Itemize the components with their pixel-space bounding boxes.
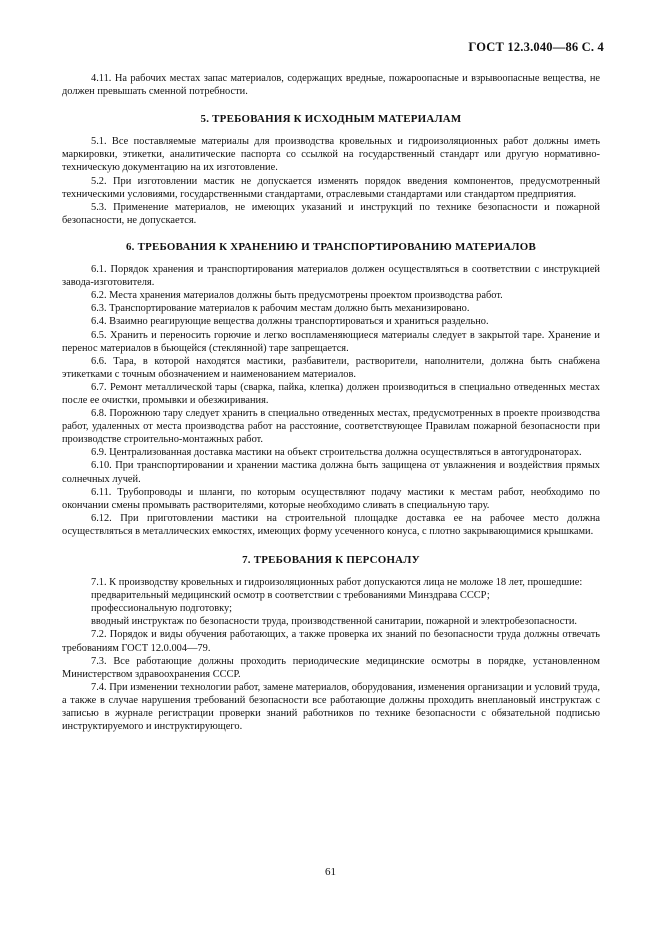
section-6-title: 6. ТРЕБОВАНИЯ К ХРАНЕНИЮ И ТРАНСПОРТИРОВАНИЮ МАТЕРИАЛОВ	[125, 240, 537, 253]
paragraph-6-7: 6.7. Ремонт металлической тары (сварка, пайка, клепка) должен производиться в специально отведенных местах после ее очистки, промывки и обезжиривания.	[62, 381, 600, 406]
paragraph-7-2: 7.2. Порядок и виды обучения работающих, а также проверка их знаний по безопасности труда должны отвечать требованиям ГОСТ 12.0.004—79.	[62, 629, 600, 654]
paragraph-4-11: 4.11. На рабочих местах запас материалов, содержащих вредные, пожароопасные и взрывоопасные вещества, не должен превышать сменной потребности.	[62, 73, 600, 98]
paragraph-5-2: 5.2. При изготовлении мастик не допускается изменять порядок введения компонентов, предусмотренный техническими условиями, государственными стандартами, отраслевыми стандартами или стандартом предприятия.	[62, 175, 600, 200]
paragraph-6-11: 6.11. Трубопроводы и шланги, по которым осуществляют подачу мастики к местам работ, необходимо по окончании смены промывать растворителями, которые необходимо сливать в специальную тару.	[62, 486, 600, 511]
paragraph-6-2: 6.2. Места хранения материалов должны быть предусмотрены проектом производства работ.	[91, 290, 503, 302]
paragraph-7-1: 7.1. К производству кровельных и гидроизоляционных работ допускаются лица не моложе 18 лет, прошедшие:	[91, 577, 583, 589]
list-item-briefing: вводный инструктаж по безопасности труда, производственной санитарии, пожарной и электробезопасности.	[91, 616, 578, 628]
page-header: ГОСТ 12.3.040—86 С. 4	[468, 40, 604, 54]
section-7-title: 7. ТРЕБОВАНИЯ К ПЕРСОНАЛУ	[242, 554, 420, 566]
list-item-medical-exam: предварительный медицинский осмотр в соответствии с требованиями Минздрава СССР;	[91, 590, 490, 602]
paragraph-6-4: 6.4. Взаимно реагирующие вещества должны транспортироваться и храниться раздельно.	[91, 316, 489, 328]
paragraph-5-3: 5.3. Применение материалов, не имеющих указаний и инструкций по технике безопасности и пожарной безопасности, не допускается.	[62, 201, 600, 226]
paragraph-6-5: 6.5. Хранить и переносить горючие и легко воспламеняющиеся материалы следует в закрытой таре. Хранение и перенос материалов в бьющейся (стеклянной) таре запрещается.	[62, 329, 600, 354]
paragraph-7-3: 7.3. Все работающие должны проходить периодические медицинские осмотры в порядке, установленном Министерством здравоохранения СССР.	[62, 655, 600, 680]
paragraph-6-9: 6.9. Централизованная доставка мастики на объект строительства должна осуществляться в автогудронаторах.	[91, 447, 582, 459]
page-number: 61	[325, 866, 336, 878]
paragraph-6-1: 6.1. Порядок хранения и транспортирования материалов должен осуществляться в соответствии с инструкцией завода-изготовителя.	[62, 264, 600, 289]
section-5-title: 5. ТРЕБОВАНИЯ К ИСХОДНЫМ МАТЕРИАЛАМ	[200, 113, 462, 126]
paragraph-5-1: 5.1. Все поставляемые материалы для производства кровельных и гидроизоляционных работ должны иметь маркировки, этикетки, аналитические паспорта со ссылкой на государственный стандарт или другую нормативно-техническую документацию на их изготовление.	[62, 136, 600, 174]
paragraph-6-12: 6.12. При приготовлении мастики на строительной площадке доставка ее на рабочее место должна осуществляться в металлических емкостях, имеющих форму усеченного конуса, с плотно закрывающимися крышками.	[62, 512, 600, 537]
paragraph-6-6: 6.6. Тара, в которой находятся мастики, разбавители, растворители, наполнители, должна быть снабжена этикетками с точным обозначением и наименованием материалов.	[62, 355, 600, 380]
page-content	[62, 72, 600, 733]
paragraph-7-4: 7.4. При изменении технологии работ, замене материалов, оборудования, изменения организации и условий труда, а также в случае нарушения требований безопасности все работающие должны проходить внеплановый инструктаж с записью в журнале регистрации проверки знаний работников по технике безопасности с обязательной подписью инструктируемого и инструктирующего.	[62, 681, 600, 733]
list-item-training: профессиональную подготовку;	[91, 603, 232, 615]
paragraph-6-10: 6.10. При транспортировании и хранении мастика должна быть защищена от увлажнения и воздействия прямых солнечных лучей.	[62, 460, 600, 485]
paragraph-6-3: 6.3. Транспортирование материалов к рабочим местам должно быть механизировано.	[91, 303, 470, 315]
paragraph-6-8: 6.8. Порожнюю тару следует хранить в специально отведенных местах, предусмотренных в проекте производства работ, удаленных от места производства работ на расстояние, соответствующее Правилам пожарной безопасности при производстве строительно-монтажных работ.	[62, 408, 600, 446]
